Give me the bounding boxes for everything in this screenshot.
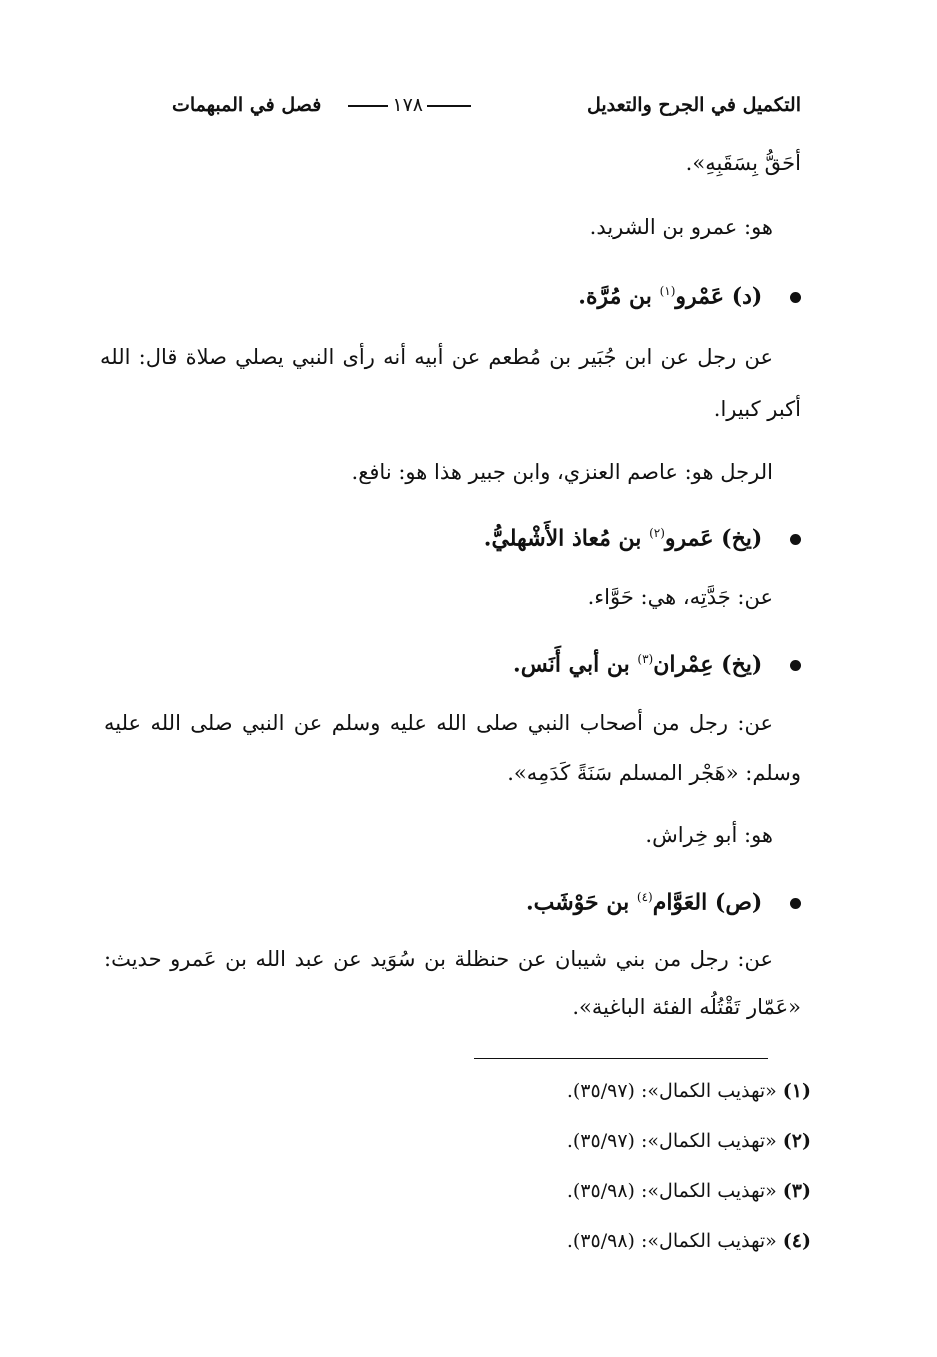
footnote-text: «تهذيب الكمال»: (٣٥/٩٨). xyxy=(566,1180,777,1202)
entry-1 xyxy=(100,274,801,313)
running-header xyxy=(172,88,801,122)
text-line-15: «عَمّار تَقْتُلُه الفئة الباغية». xyxy=(572,995,801,1019)
footnote-ref: (٢) xyxy=(649,526,665,540)
book-title: التكميل في الجرح والتعديل xyxy=(586,94,801,116)
footnote-ref: (١) xyxy=(659,284,676,298)
entry-name: عَمْرو xyxy=(675,283,725,310)
text-line-11: وسلم: «هَجْر المسلم سَنَةً كَدَمِه». xyxy=(507,761,801,785)
footnote-number: (٤) xyxy=(782,1230,811,1252)
footnote-number: (١) xyxy=(782,1080,811,1102)
text-line-2: هو: عمرو بن الشريد. xyxy=(589,215,773,239)
text-line-1: أحَقُّ بِسَقَبِهِ». xyxy=(685,151,801,175)
footnote-text: «تهذيب الكمال»: (٣٥/٩٧). xyxy=(566,1130,777,1152)
entry-code: (د) xyxy=(731,283,763,310)
entry-4 xyxy=(100,880,801,919)
footnote-text: «تهذيب الكمال»: (٣٥/٩٨). xyxy=(566,1230,777,1252)
section-title: فصل في المبهمات xyxy=(172,94,322,116)
footnote-number: (٣) xyxy=(782,1180,811,1202)
entry-rest: بن حَوْشَب. xyxy=(526,889,630,916)
entry-rest: بن أبي أَنَس. xyxy=(513,651,630,678)
bullet-icon xyxy=(790,660,801,671)
entry-name: عَمرو xyxy=(664,525,714,552)
entry-code: (ص) xyxy=(714,889,763,916)
footnote-separator xyxy=(474,1058,768,1059)
text-line-4: عن رجل عن ابن جُبَير بن مُطعم عن أبيه أنه رأى النبي يصلي صلاة قال: الله xyxy=(100,345,773,369)
header-dash xyxy=(427,105,471,107)
text-line-6: الرجل هو: عاصم العنزي، وابن جبير هذا هو: نافع. xyxy=(351,460,773,484)
bullet-icon xyxy=(790,898,801,909)
text-line-12: هو: أبو خِراش. xyxy=(645,823,773,847)
text-line-14: عن: رجل من بني شيبان عن حنظلة بن سُوَيد عن عبد الله بن عَمرو حديث: xyxy=(104,947,773,971)
bullet-icon xyxy=(790,292,801,303)
footnote-4 xyxy=(300,1226,811,1256)
entry-name: العَوَّام xyxy=(652,889,708,916)
footnote-1 xyxy=(300,1076,811,1106)
entry-rest: بن مُرَّة. xyxy=(578,283,652,310)
entry-name: عِمْران xyxy=(653,651,714,678)
footnote-2 xyxy=(300,1126,811,1156)
entry-code: (يخ) xyxy=(721,651,763,678)
footnote-ref: (٣) xyxy=(637,652,654,666)
entry-2 xyxy=(100,516,801,555)
text-line-5: أكبر كبيرا. xyxy=(713,397,801,421)
page-number-text: ١٧٨ xyxy=(392,94,423,116)
footnote-number: (٢) xyxy=(782,1130,811,1152)
entry-rest: بن مُعاذ الأَشْهليُّ. xyxy=(483,525,642,552)
footnote-text: «تهذيب الكمال»: (٣٥/٩٧). xyxy=(566,1080,777,1102)
footnote-ref: (٤) xyxy=(636,890,653,904)
text-line-10: عن: رجل من أصحاب النبي صلى الله عليه وسلم عن النبي صلى الله عليه xyxy=(104,711,773,735)
bullet-icon xyxy=(790,534,801,545)
page-number xyxy=(344,88,475,122)
entry-3 xyxy=(100,642,801,681)
text-line-8: عن: جَدَّتِه، هي: حَوَّاء. xyxy=(587,585,773,609)
entry-code: (يخ) xyxy=(721,525,763,552)
header-dash xyxy=(348,105,388,107)
footnote-3 xyxy=(300,1176,811,1206)
